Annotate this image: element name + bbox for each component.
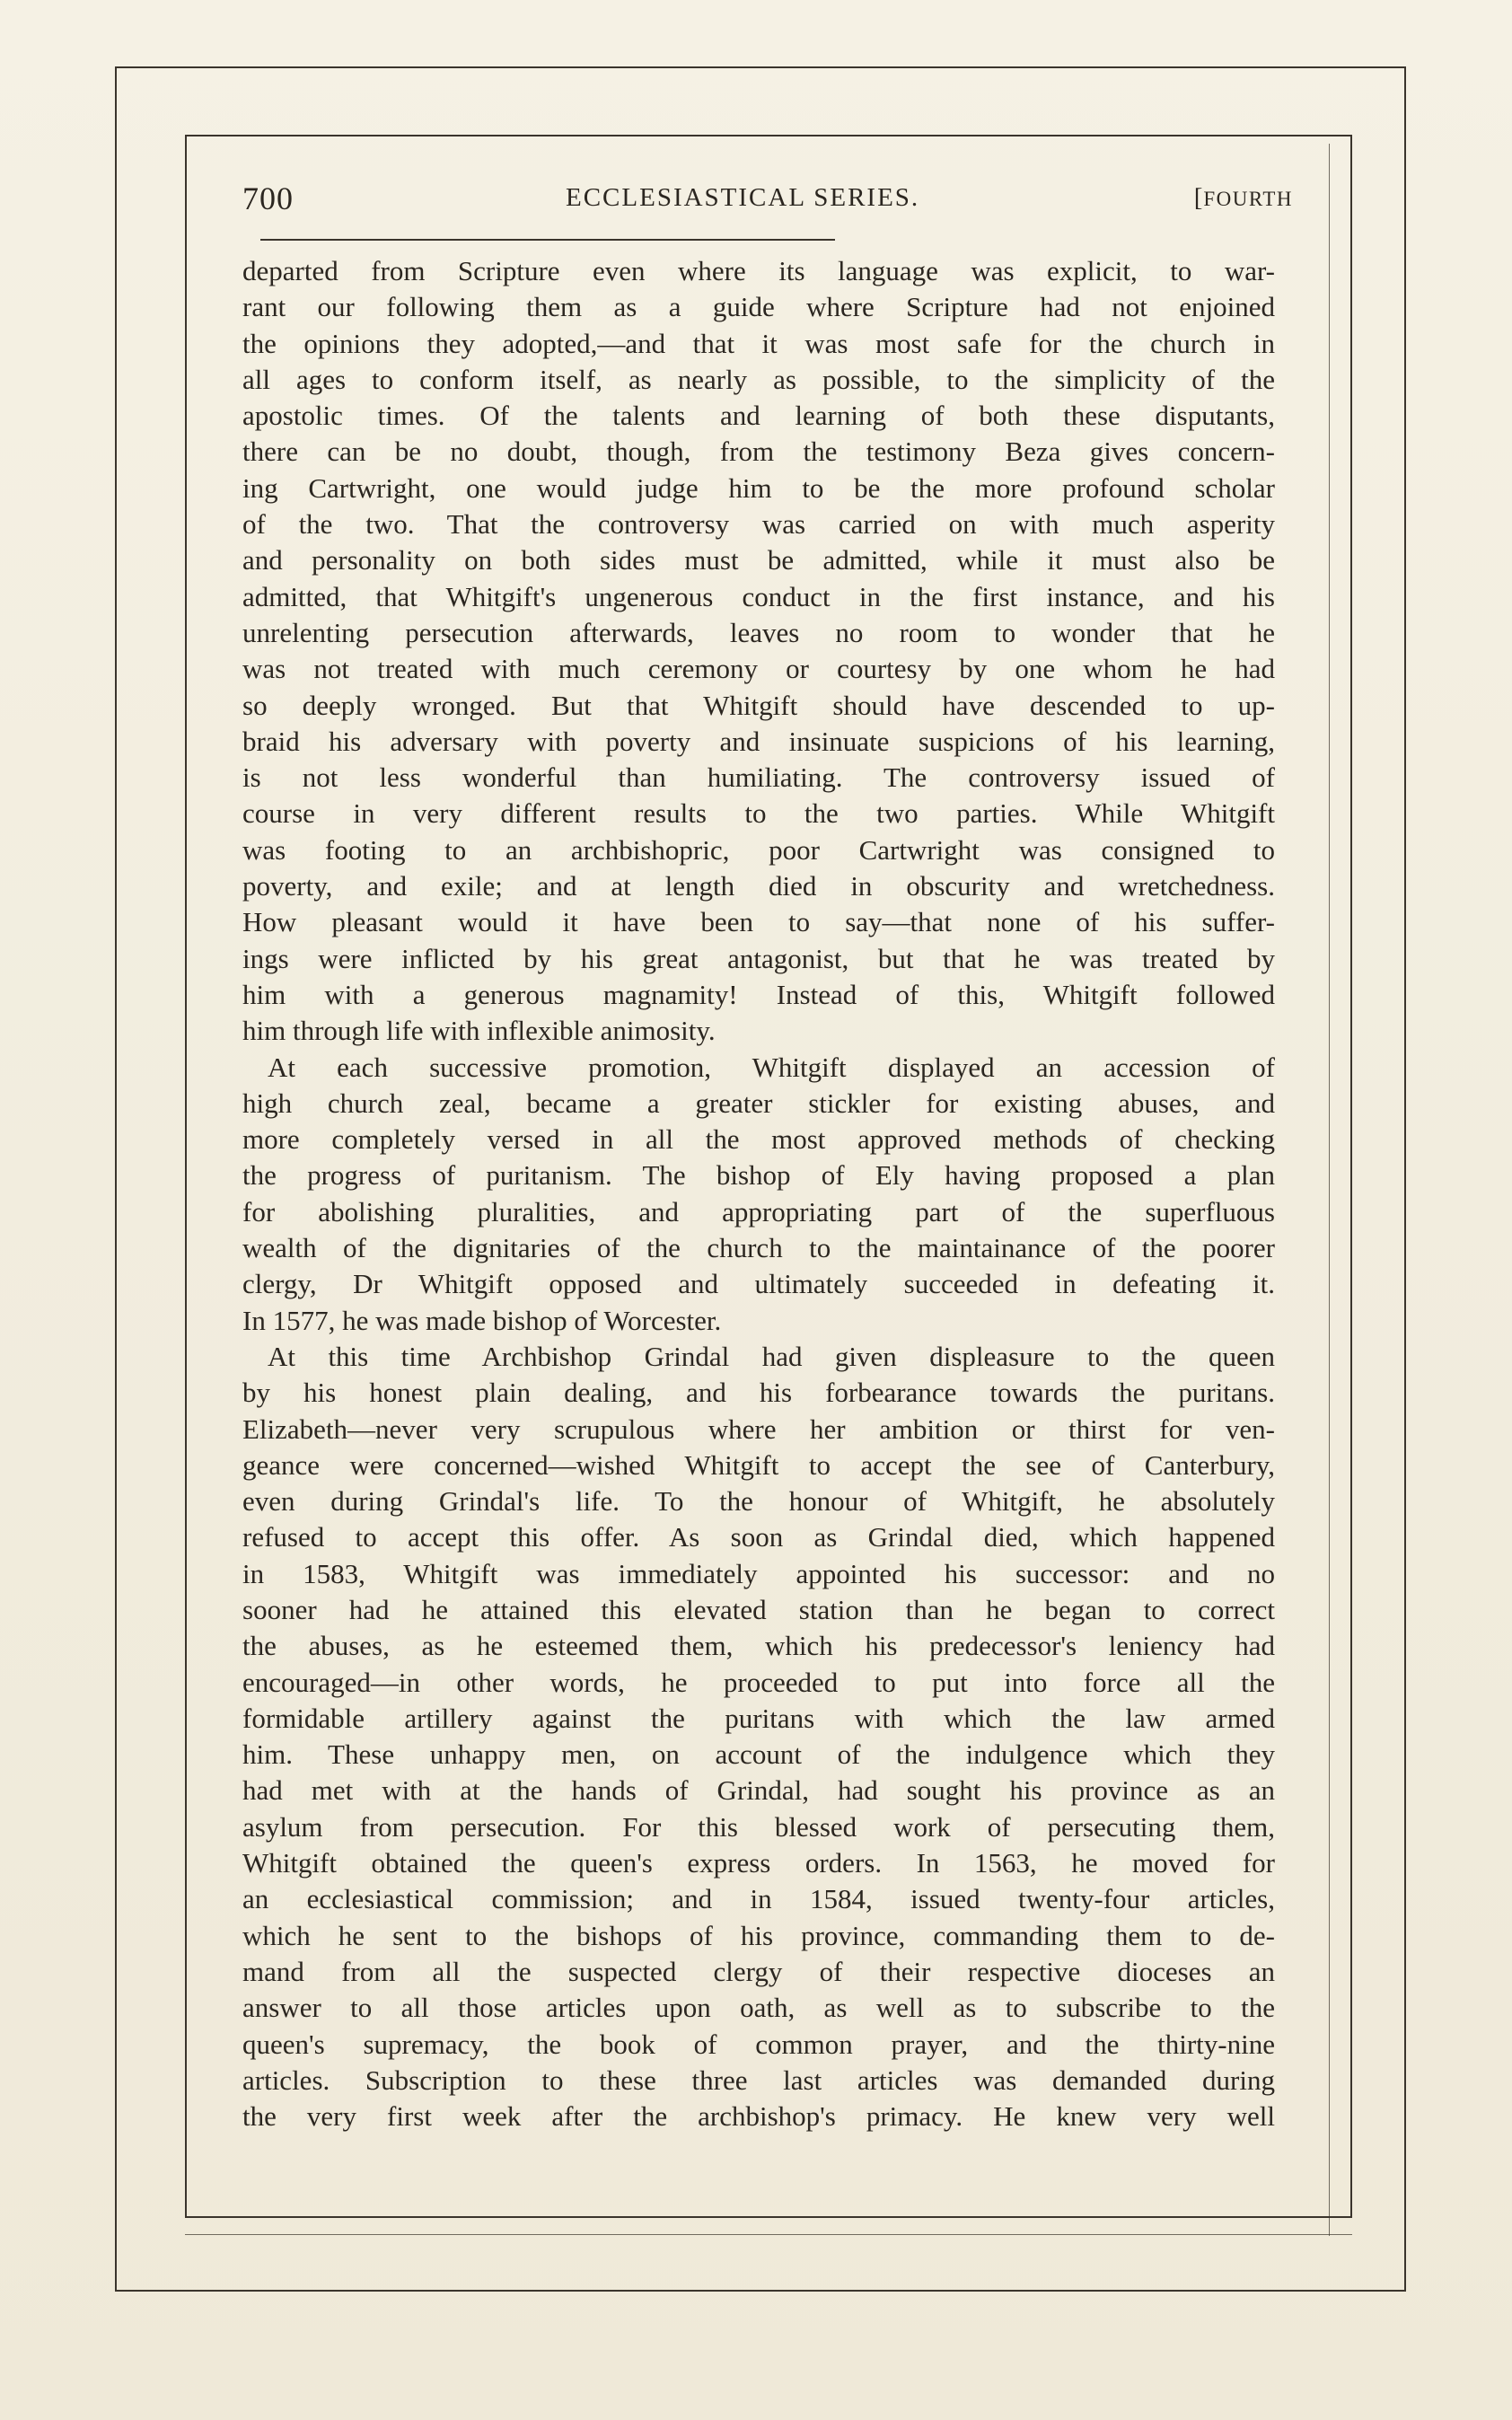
text-line: Elizabeth—never very scrupulous where her ambition or thirst for ven- — [242, 1412, 1275, 1445]
text-line: the progress of puritanism. The bishop of Ely having proposed a plan — [242, 1159, 1275, 1192]
text-line: of the two. That the controversy was carried on with much asperity — [242, 508, 1275, 541]
text-line: formidable artillery against the puritans with which the law armed — [242, 1702, 1275, 1734]
text-line: high church zeal, became a greater stickler for existing abuses, and — [242, 1087, 1275, 1119]
text-line: course in very different results to the two parties. While Whitgift — [242, 797, 1275, 830]
inner-rule-top — [185, 135, 1352, 136]
text-line: poverty, and exile; and at length died in obscurity and wretchedness. — [242, 870, 1275, 902]
text-line: the opinions they adopted,—and that it was most safe for the church in — [242, 327, 1275, 359]
inner-rule-left — [185, 135, 187, 2218]
text-line: answer to all those articles upon oath, as well as to subscribe to the — [242, 1992, 1275, 2024]
text-line: there can be no doubt, though, from the testimony Beza gives concern- — [242, 436, 1275, 468]
mid-rule-bottom — [185, 2234, 1352, 2235]
text-line: sooner had he attained this elevated station than he began to correct — [242, 1593, 1275, 1625]
text-line: is not less wonderful than humiliating. The controversy issued of — [242, 761, 1275, 794]
text-line: ing Cartwright, one would judge him to be the more profound scholar — [242, 471, 1275, 504]
text-line: departed from Scripture even where its language was explicit, to war- — [242, 255, 1275, 286]
text-line: Whitgift obtained the queen's express orders. In 1563, he moved for — [242, 1847, 1275, 1879]
text-line: clergy, Dr Whitgift opposed and ultimately succeeded in defeating it. — [242, 1268, 1275, 1300]
text-line: braid his adversary with poverty and insinuate suspicions of his learning, — [242, 725, 1275, 757]
text-line: rant our following them as a guide where Scripture had not enjoined — [242, 291, 1275, 323]
text-line: refused to accept this offer. As soon as Grindal died, which happened — [242, 1521, 1275, 1553]
text-line: How pleasant would it have been to say—that none of his suffer- — [242, 906, 1275, 938]
mid-rule-right — [1329, 144, 1330, 2236]
inner-rule-bottom — [185, 2216, 1352, 2218]
text-line: unrelenting persecution afterwards, leaves no room to wonder that he — [242, 616, 1275, 648]
text-line: queen's supremacy, the book of common prayer, and the thirty-nine — [242, 2028, 1275, 2060]
text-line: so deeply wronged. But that Whitgift should have descended to up- — [242, 689, 1275, 721]
header-rule — [260, 239, 835, 241]
page-number: 700 — [242, 180, 294, 216]
text-line: him. These unhappy men, on account of the indulgence which they — [242, 1738, 1275, 1771]
text-line: apostolic times. Of the talents and learning of both these disputants, — [242, 400, 1275, 432]
text-line: articles. Subscription to these three last articles was demanded during — [242, 2064, 1275, 2096]
text-line: geance were concerned—wished Whitgift to accept the see of Canterbury, — [242, 1448, 1275, 1481]
outer-rule-left — [115, 66, 117, 2292]
text-line: At this time Archbishop Grindal had given displeasure to the queen — [268, 1340, 1275, 1372]
text-line: more completely versed in all the most approved methods of checking — [242, 1123, 1275, 1156]
text-line: the very first week after the archbishop's primacy. He knew very well — [242, 2100, 1275, 2133]
text-line: asylum from persecution. For this blessed work of persecuting them, — [242, 1810, 1275, 1843]
text-line: the abuses, as he esteemed them, which his predecessor's leniency had — [242, 1630, 1275, 1662]
text-line: encouraged—in other words, he proceeded to put into force all the — [242, 1666, 1275, 1698]
text-line: all ages to conform itself, as nearly as possible, to the simplicity of the — [242, 363, 1275, 395]
text-line: had met with at the hands of Grindal, had sought his province as an — [242, 1774, 1275, 1807]
text-line: in 1583, Whitgift was immediately appointed his successor: and no — [242, 1557, 1275, 1589]
outer-rule-bottom — [115, 2290, 1406, 2292]
section-marker-bracket: [ — [1193, 183, 1204, 212]
section-marker-word: FOURTH — [1203, 188, 1293, 210]
text-line: which he sent to the bishops of his province, commanding them to de- — [242, 1919, 1275, 1951]
text-line: by his honest plain dealing, and his forbearance towards the puritans. — [242, 1377, 1275, 1409]
page-header — [242, 176, 1293, 230]
text-line: mand from all the suspected clergy of their respective dioceses an — [242, 1955, 1275, 1987]
section-marker — [1194, 183, 1293, 213]
text-line: At each successive promotion, Whitgift displayed an accession of — [268, 1051, 1275, 1083]
text-line: wealth of the dignitaries of the church to the maintainance of the poorer — [242, 1232, 1275, 1264]
text-line: for abolishing pluralities, and appropriating part of the superfluous — [242, 1195, 1275, 1228]
text-line: him through life with inflexible animosity. — [242, 1015, 716, 1047]
text-line: him with a generous magnamity! Instead of this, Whitgift followed — [242, 978, 1275, 1010]
inner-rule-right — [1350, 135, 1352, 2218]
text-line: and personality on both sides must be admitted, while it must also be — [242, 544, 1275, 576]
text-line: an ecclesiastical commission; and in 1584, issued twenty-four articles, — [242, 1883, 1275, 1915]
body-text — [242, 253, 1275, 2134]
outer-rule-right — [1404, 66, 1406, 2292]
outer-rule-top — [115, 66, 1406, 68]
text-line: ings were inflicted by his great antagonist, but that he was treated by — [242, 942, 1275, 974]
text-line: was not treated with much ceremony or courtesy by one whom he had — [242, 653, 1275, 685]
text-line: even during Grindal's life. To the honour of Whitgift, he absolutely — [242, 1485, 1275, 1518]
text-line: was footing to an archbishopric, poor Cartwright was consigned to — [242, 833, 1275, 866]
text-line: In 1577, he was made bishop of Worcester. — [242, 1304, 722, 1336]
running-title: ECCLESIASTICAL SERIES. — [566, 183, 920, 212]
text-line: admitted, that Whitgift's ungenerous conduct in the first instance, and his — [242, 580, 1275, 612]
